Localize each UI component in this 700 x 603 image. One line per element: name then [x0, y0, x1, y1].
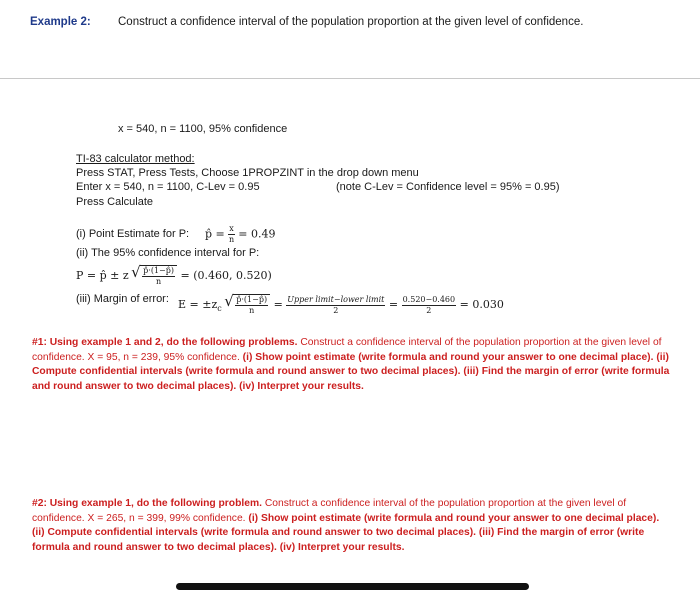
divider: [0, 78, 700, 79]
point-estimate-label: (i) Point Estimate for P:: [76, 228, 190, 240]
ti83-note: (note C-Lev = Confidence level = 95% = 0.95): [336, 181, 560, 193]
p-hat: p̂ =: [205, 227, 225, 241]
ti83-title: TI-83 calculator method:: [76, 153, 195, 165]
problem-1-lead: #1: Using example 1 and 2, do the following problems.: [32, 337, 298, 348]
ti83-line2: Enter x = 540, n = 1100, C-Lev = 0.95: [76, 181, 260, 193]
problem-2-tasks: (i) Show point estimate (write formula and round your answer to one decimal place). (ii) Compute confidential intervals (write formula and round answer to two decimal places). (iii) Find the margin of error (write formula and round answer to two decimal places). (iv) Interpret your results.: [32, 512, 660, 553]
example-instruction: Construct a confidence interval of the population proportion at the given level of confidence.: [118, 16, 584, 28]
given-values: x = 540, n = 1100, 95% confidence: [118, 123, 288, 135]
problem-1: [32, 336, 672, 394]
interval-value: = (0.460, 0.520): [180, 269, 272, 282]
diff-fraction: $\frac{0.520-0.460}{2}$: [402, 294, 456, 315]
sqrt-term: √ $\frac{p̂\cdot(1-p̂)}{n}$: [140, 265, 177, 287]
example-label: Example 2:: [30, 16, 91, 28]
problem-1-tasks: (i) Show point estimate (write formula and round your answer to one decimal place). (ii) Compute confidential intervals (write formula and round answer to two decimal places). (iii) Find the margin of error (write formula and round answer to two decimal places). (iv) Interpret your results.: [32, 351, 670, 392]
margin-value: = 0.030: [459, 298, 504, 311]
point-estimate-value: = 0.49: [238, 227, 276, 241]
interval-label: (ii) The 95% confidence interval for P:: [76, 247, 260, 259]
x-over-n: $\frac{x}{n}$: [228, 224, 235, 244]
problem-2-body: Construct a confidence interval of the population proportion at the given level of confidence. X = 265, n = 399, 99% confidence.: [32, 498, 627, 524]
ti83-line3: Press Calculate: [76, 196, 154, 208]
horizontal-scrollbar[interactable]: [176, 583, 529, 590]
problem-1-body: Construct a confidence interval of the population proportion at the given level of confidence. X = 95, n = 239, 95% confidence.: [32, 337, 662, 363]
ul-fraction: $\frac{\text{Upper limit−lower limit}}{2}$: [287, 294, 385, 315]
point-estimate-formula: [205, 224, 276, 245]
problem-2: [32, 497, 672, 555]
margin-formula: $E = \pm z_c$ √ $\frac{p̂\cdot(1-p̂)}{n}$ = $\frac{\text{Upper limit−lower limit}}{2}$ = $\frac{0.520-0.460}{2}$ = 0.030: [178, 294, 504, 316]
problem-2-lead: #2: Using example 1, do the following problem.: [32, 498, 262, 509]
margin-label: (iii) Margin of error:: [76, 293, 169, 305]
ti83-line1: Press STAT, Press Tests, Choose 1PROPZINT in the drop down menu: [76, 167, 419, 179]
interval-formula: P = p̂ ± z √ $\frac{p̂\cdot(1-p̂)}{n}$ = (0.460, 0.520): [76, 265, 272, 287]
